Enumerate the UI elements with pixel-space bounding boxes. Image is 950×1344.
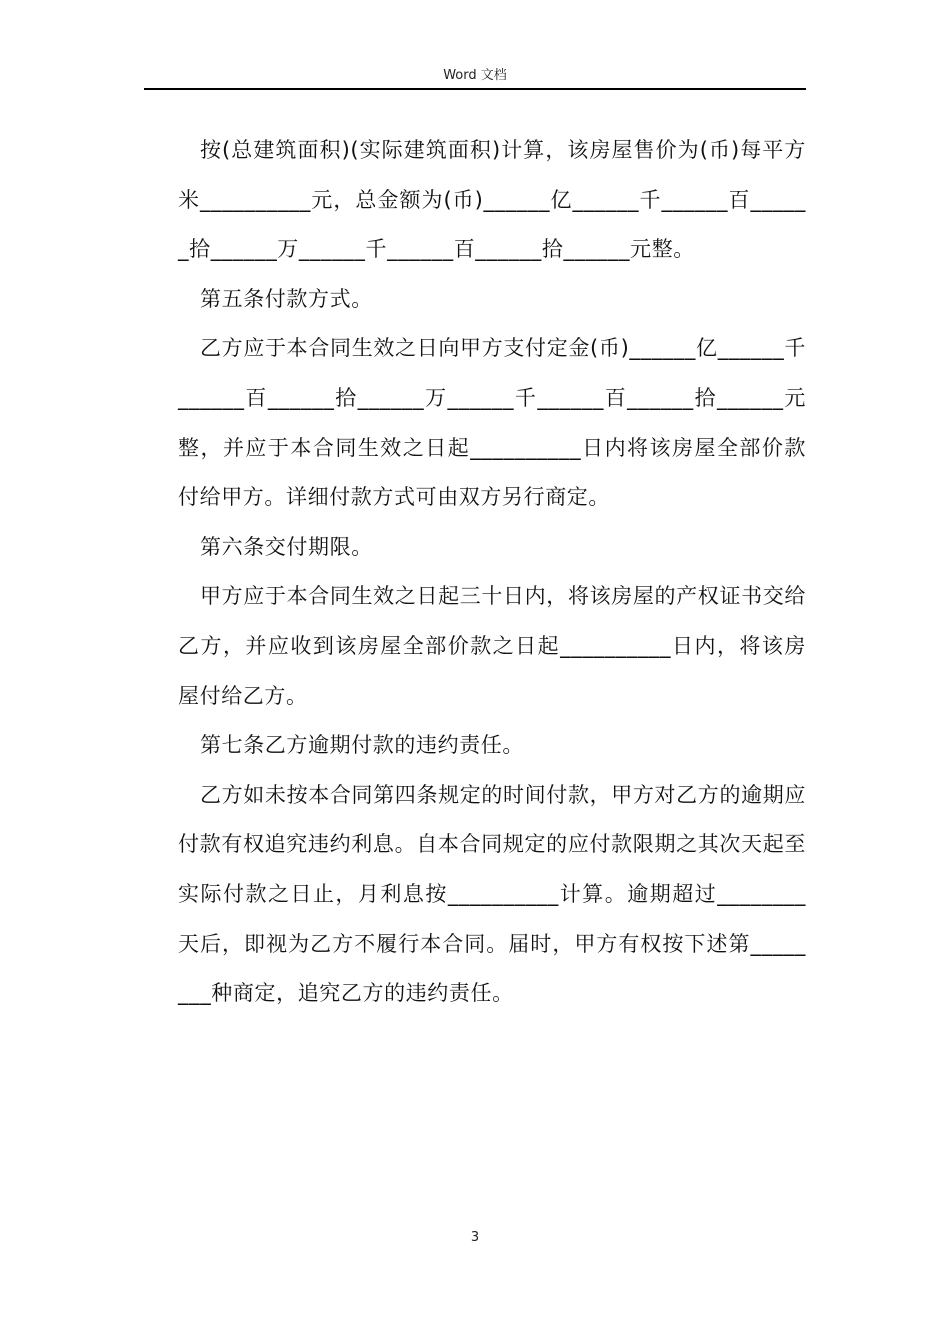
paragraph-delivery-terms: 甲方应于本合同生效之日起三十日内，将该房屋的产权证书交给乙方，并应收到该房屋全部价款之日起__________日内，将该房屋付给乙方。 [178, 584, 806, 708]
paragraph-payment-terms: 乙方应于本合同生效之日向甲方支付定金(币)______亿______千______百______拾______万______千______百______拾______元整，并应于本合同生效之日起__________日内将该房屋全部价款付给甲方。详细付款方式可由双方另行商定。 [178, 336, 806, 510]
paragraph-late-payment-terms: 乙方如未按本合同第四条规定的时间付款，甲方对乙方的逾期应付款有权追究违约利息。自本合同规定的应付款限期之其次天起至实际付款之日止，月利息按__________计算。逾期超过________天后，即视为乙方不履行本合同。届时，甲方有权按下述第________种商定，追究乙方的违约责任。 [178, 782, 806, 1006]
page-number: 3 [470, 1230, 480, 1245]
paragraph-article-7-heading: 第七条乙方逾期付款的违约责任。 [200, 733, 524, 758]
page-header [144, 66, 806, 90]
paragraph-article-6-heading: 第六条交付期限。 [200, 534, 373, 559]
paragraph-price: 按(总建筑面积)(实际建筑面积)计算，该房屋售价为(币)每平方米__________元，总金额为(币)______亿______千______百______拾______万______千______百______拾______元整。 [178, 138, 806, 262]
header-title: Word 文档 [443, 68, 507, 83]
paragraph-article-5-heading: 第五条付款方式。 [200, 286, 373, 311]
document-body [178, 126, 806, 1019]
